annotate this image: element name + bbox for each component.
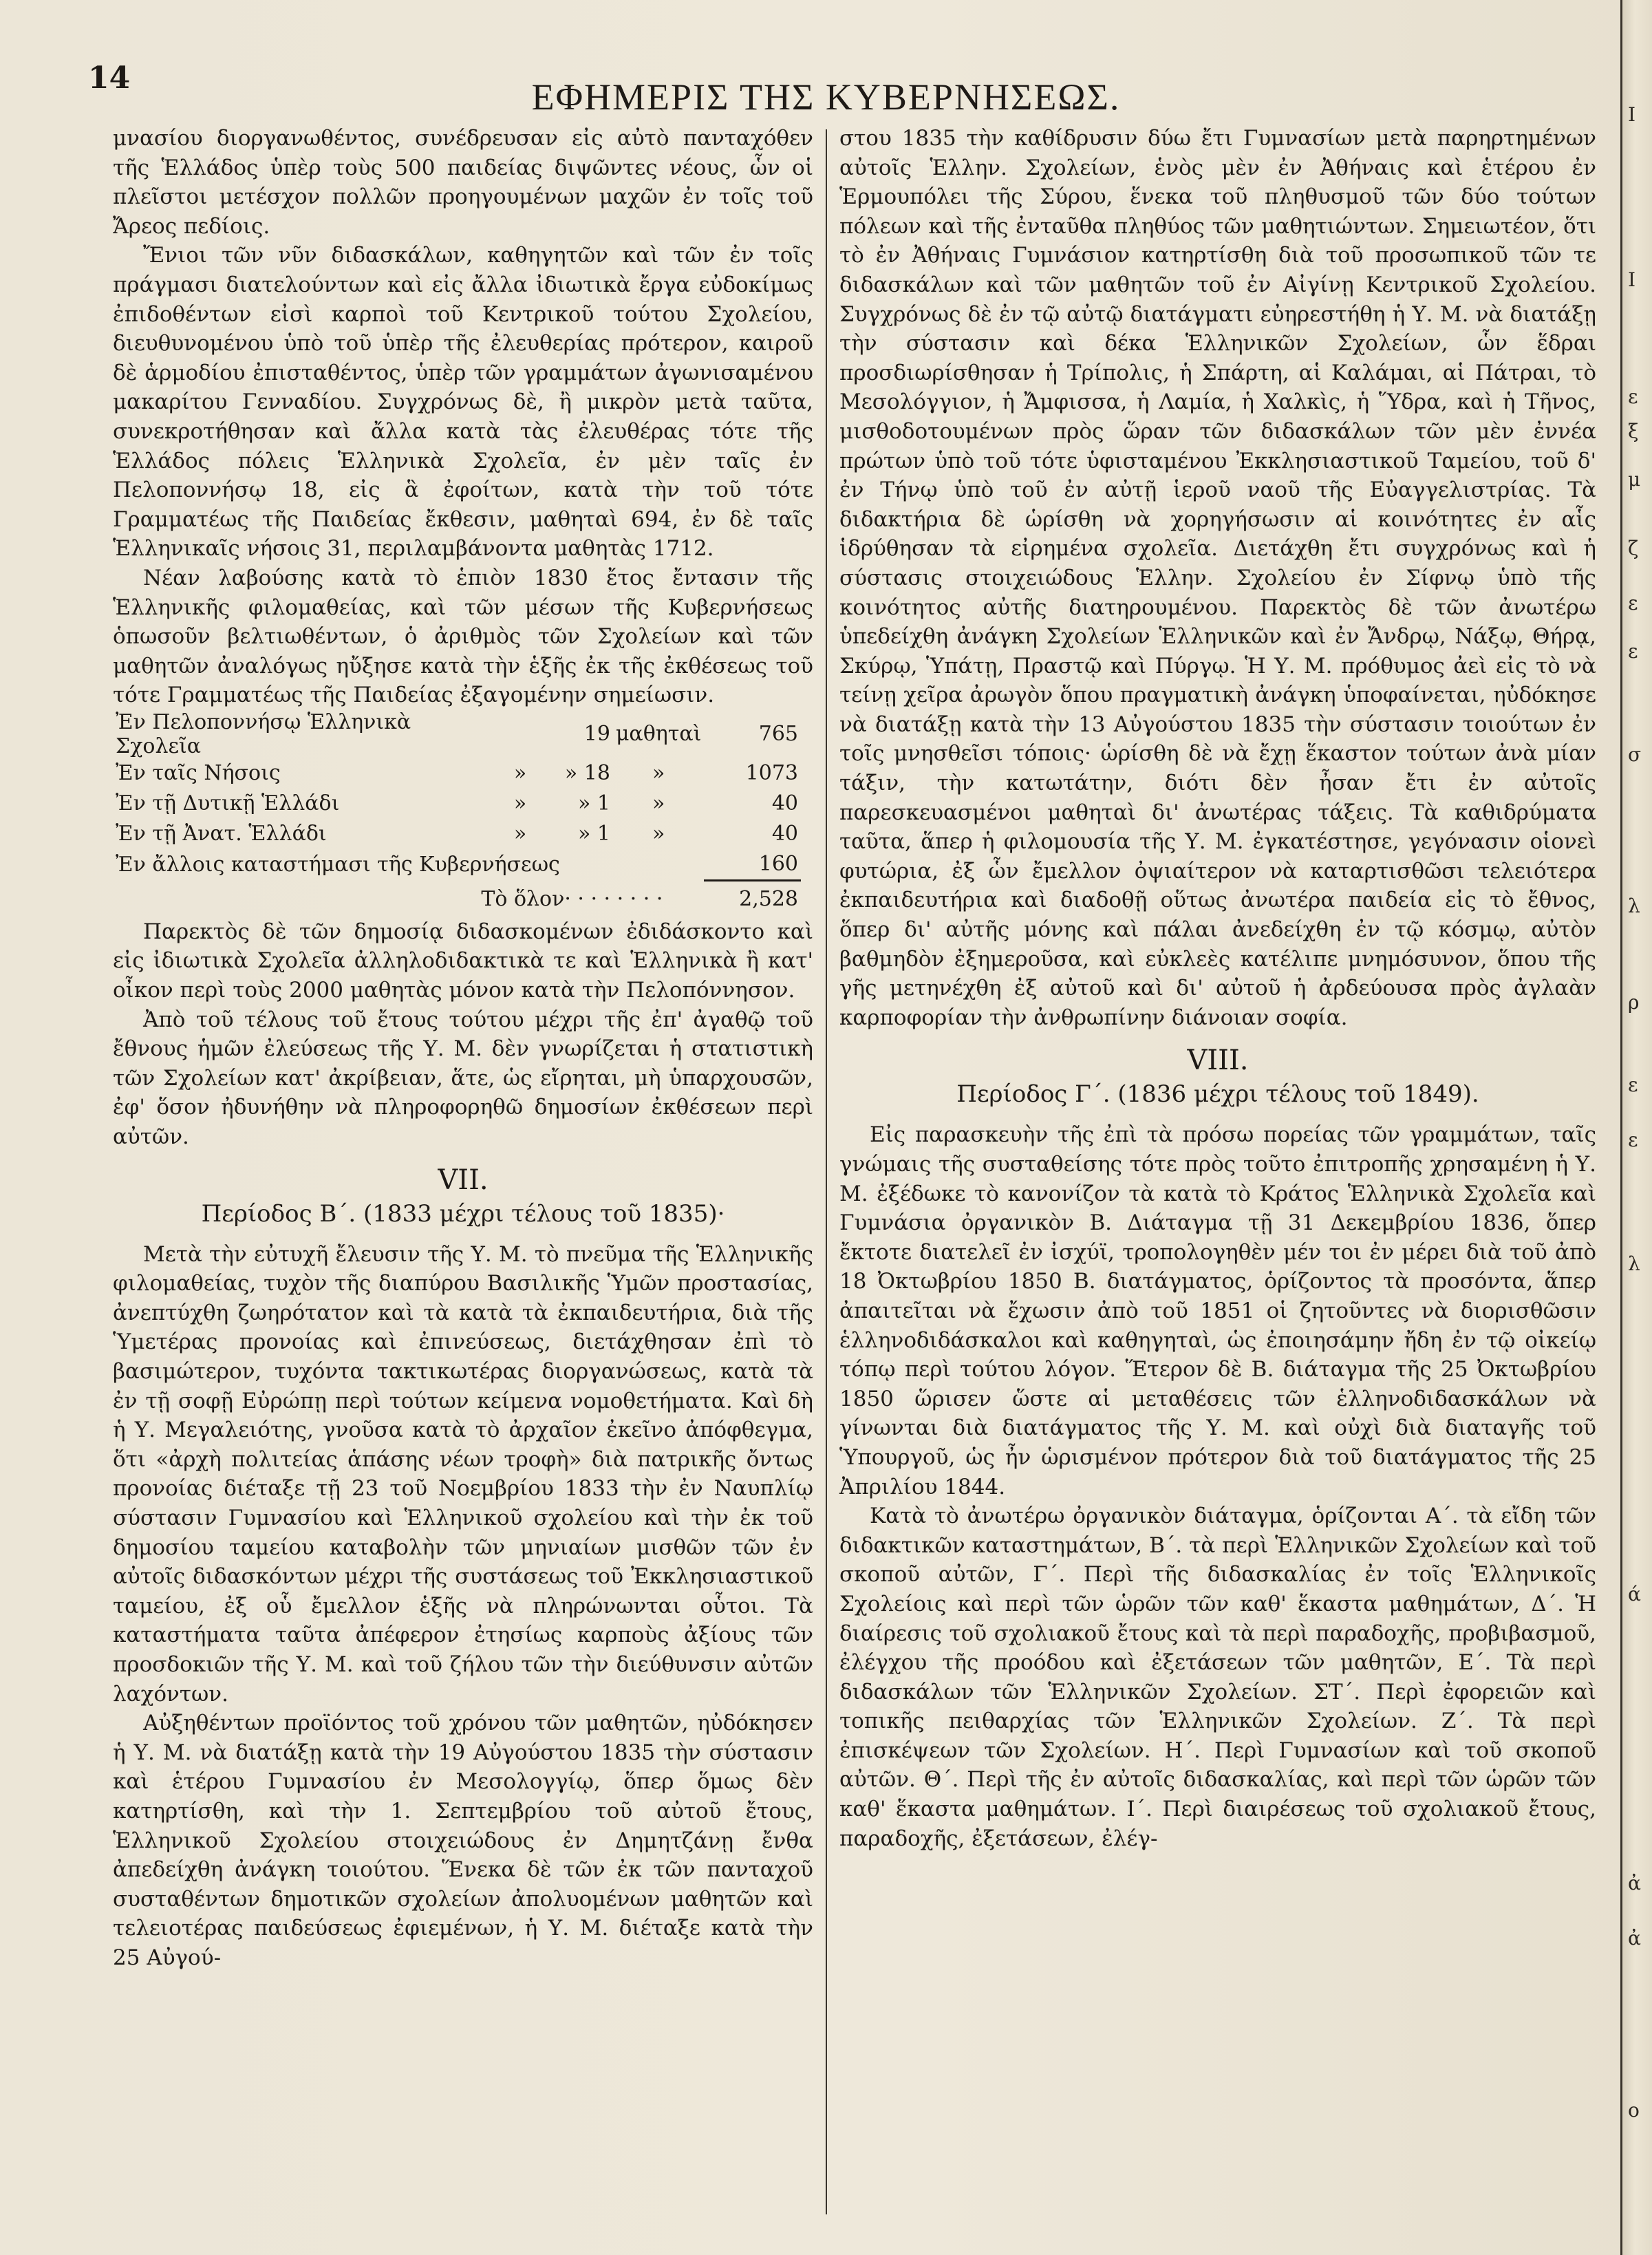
table-row	[113, 789, 801, 819]
table-row	[113, 758, 801, 789]
paragraph: Μετὰ τὴν εὐτυχῆ ἔλευσιν τῆς Υ. Μ. τὸ πνεῦμα τῆς Ἑλληνικῆς φιλομαθείας, τυχὸν τῆς διαπύρου Βασιλικῆς Ὑμῶν προστασίας, ἀνεπτύχθη ζωηρότατον καὶ τὰ κατὰ τὰ ἐκπαιδευτήρια, διὰ τῆς Ὑμετέρας προνοίας καὶ ἐπινεύσεως, διετάχθησαν ἐπὶ τὸ βασιμώτερον, τυχόντα τακτικωτέρας διοργανώσεως, κατὰ τὰ ἐν τῇ σοφῇ Εὐρώπῃ περὶ τούτων κείμενα νομοθετήματα. Καὶ δὴ ἡ Υ. Μεγαλειότης, γνοῦσα κατὰ τὸ ἀρχαῖον ἐκεῖνο ἀπόφθεγμα, ὅτι «ἀρχὴ πολιτείας ἁπάσης νέων τροφὴ» διὰ πατρικῆς ὄντως προνοίας διέταξε τῇ 23 τοῦ Νοεμβρίου 1833 τὴν ἐν Ναυπλίῳ σύστασιν Γυμνασίου καὶ Ἑλληνικοῦ σχολείου καὶ τὴν ἐκ τοῦ δημοσίου ταμείου καταβολὴν τῶν μηνιαίων μισθῶν τῶν ἐν αὐτοῖς διδασκόντων μέχρι τῆς συστάσεως τοῦ Ἐκκλησιαστικοῦ ταμείου, ἐξ οὗ ἔμελλον ἑξῆς νὰ πληρώνωνται οὗτοι. Τὰ καταστήματα ταῦτα ἀπέφερον ἐτησίως καρποὺς ἀξίους τῶν προσδοκιῶν τῆς Υ. Μ. καὶ τοῦ ζήλου τῶν τὴν διεύθυνσιν αὐτῶν λαχόντων.	[113, 1241, 813, 1707]
table-cell: 40	[771, 791, 798, 816]
table-cell: »	[513, 761, 527, 786]
page-title: ΕΦΗΜΕΡΙΣ ΤΗΣ ΚΥΒΕΡΝΗΣΕΩΣ.	[531, 76, 1121, 118]
edge-fragment: σ	[1628, 743, 1642, 766]
table-cell: Ἐν ἄλλοις καταστήμασι τῆς Κυβερνήσεως	[116, 853, 560, 877]
edge-fragment: ε	[1628, 385, 1638, 408]
table-cell: 160	[758, 852, 798, 877]
paragraph: Παρεκτὸς δὲ τῶν δημοσίᾳ διδασκομένων ἐδιδάσκοντο καὶ εἰς ἰδιωτικὰ Σχολεῖα ἀλληλοδιδακτικὰ τε καὶ Ἑλληνικὰ ἢ κατ' οἶκον περὶ τοὺς 2000 μαθητὰς μόνον κατὰ τὴν Πελοπόννησον.	[113, 919, 813, 1003]
table-cell: »	[513, 822, 527, 846]
edge-fragment: ἀ	[1628, 1927, 1641, 1949]
table-cell: »	[652, 822, 665, 846]
section-heading: VIII.	[1187, 1045, 1249, 1077]
page-number: 14	[88, 61, 131, 96]
table-cell: μαθηταὶ	[615, 722, 702, 747]
table-cell: »	[652, 761, 665, 786]
paragraph: Ἔνιοι τῶν νῦν διδασκάλων, καθηγητῶν καὶ τῶν ἐν τοῖς πράγμασι διατελούντων καὶ εἰς ἄλλα ἰδιωτικὰ ἔργα εὐδοκίμως ἐπιδοθέντων εἰσὶ καρποὶ τοῦ Κεντρικοῦ τούτου Σχολείου, διευθυνομένου ὑπὸ τοῦ ὑπὲρ τῆς ἐλευθερίας πρότερον, καιροῦ δὲ ἁρμοδίου ἐπισταθέντος, ὑπὲρ τῶν γραμμάτων ἀγωνισαμένου μακαρίτου Γενναδίου. Συγχρόνως δὲ, ἢ μικρὸν μετὰ ταῦτα, συνεκροτήθησαν καὶ ἄλλα κατὰ τὰς ἐλευθέρας τότε τῆς Ἑλλάδος πόλεις Ἑλληνικὰ Σχολεῖα, ἐν μὲν ταῖς ἐν Πελοποννήσῳ 18, εἰς ἃ ἐφοίτων, κατὰ τὴν τοῦ τότε Γραμματέως τῆς Παιδείας ἔκθεσιν, μαθηταὶ 694, ἐν δὲ ταῖς Ἑλληνικαῖς νήσοις 31, περιλαμβάνοντα μαθητὰς 1712.	[113, 243, 813, 562]
paragraph: Αὐξηθέντων προϊόντος τοῦ χρόνου τῶν μαθητῶν, ηὐδόκησεν ἡ Υ. Μ. νὰ διατάξῃ κατὰ τὴν 19 Αὐγούστου 1835 τὴν σύστασιν καὶ ἑτέρου Γυμνασίου ἐν Μεσολογγίῳ, ὅπερ ὅμως δὲν κατηρτίσθη, καὶ τὴν 1. Σεπτεμβρίου τοῦ αὐτοῦ ἔτους, Ἑλληνικοῦ Σχολείου στοιχειώδους ἐν Δημητζάνῃ ἔνθα ἀπεδείχθη ἀνάγκη τοιούτου. Ἕνεκα δὲ τῶν ἐκ τῶν πανταχοῦ συσταθέντων δημοτικῶν σχολείων ἀπολυομένων μαθητῶν καὶ τελειοτέρας παιδεύσεως ἐφιεμένων, ἡ Υ. Μ. διέταξε κατὰ τὴν 25 Αὐγού-	[113, 1711, 813, 1970]
paragraph: στου 1835 τὴν καθίδρυσιν δύω ἔτι Γυμνασίων μετὰ παρηρτημένων αὐτοῖς Ἑλλην. Σχολείων, ἑνὸς μὲν ἐν Ἀθήναις καὶ ἑτέρου ἐν Ἑρμουπόλει τῆς Σύρου, ἕνεκα τοῦ πληθυσμοῦ τῶν δύο τούτων πόλεων καὶ τῆς ἐνταῦθα πληθύος τῶν μαθητιώντων. Σημειωτέον, ὅτι τὸ ἐν Ἀθήναις Γυμνάσιον κατηρτίσθη διὰ τοῦ προσωπικοῦ τῶν τε διδασκάλων καὶ τῶν μαθητῶν τοῦ ἐν Αἰγίνῃ Κεντρικοῦ Σχολείου. Συγχρόνως δὲ ἐν τῷ αὐτῷ διατάγματι εὐηρεστήθη ἡ Υ. Μ. νὰ διατάξῃ τὴν σύστασιν καὶ δέκα Ἑλληνικῶν Σχολείων, ὧν ἕδραι προσδιωρίσθησαν ἡ Τρίπολις, ἡ Σπάρτη, αἱ Καλάμαι, αἱ Πάτραι, τὸ Μεσολόγγιον, ἡ Ἄμφισσα, ἡ Λαμία, ἡ Χαλκὶς, ἡ Ὕδρα, καὶ ἡ Τῆνος, μισθοδοτουμένων πρὸς ὥραν τῶν διδασκάλων τῶν μὲν ἐννέα πρώτων ὑπὸ τοῦ τότε ὑφισταμένου Ἐκκλησιαστικοῦ Ταμείου, τοῦ δ' ἐν Τήνῳ ὑπὸ τοῦ ἐν αὐτῇ ἱεροῦ ναοῦ τῆς Εὐαγγελιστρίας. Τὰ διδακτήρια δὲ ὡρίσθη νὰ χορηγήσωσιν αἱ κοινότητες ἐν αἷς ἱδρύθησαν τὰ εἰρημένα σχολεῖα. Διετάχθη ἔτι συγχρόνως καὶ ἡ σύστασις στοιχειώδους Ἑλλην. Σχολείου ἐν Σίφνῳ ὑπὸ τῆς κοινότητος αὐτῆς διατηρουμένου. Παρεκτὸς δὲ τῶν ἀνωτέρω ὑπεδείχθη ἀνάγκη Σχολείων Ἑλληνικῶν καὶ ἐν Ἄνδρῳ, Νάξῳ, Θήρᾳ, Σκύρῳ, Ὑπάτῃ, Πραστῷ καὶ Πύργῳ. Ἡ Υ. Μ. πρόθυμος ἀεὶ εἰς τὸ νὰ τείνῃ χεῖρα ἀρωγὸν ὅπου πραγματικὴ ἀνάγκη ὑποφαίνεται, ηὐδόκησε νὰ διατάξῃ κατὰ τὴν 13 Αὐγούστου 1835 τὴν σύστασιν τοιούτων ἐν τοῖς μνησθεῖσι τόποις· ὡρίσθη δὲ νὰ ἔχῃ ἕκαστον τούτων ἀνὰ μίαν τάξιν, τὴν κατωτάτην, διότι δὲν ἦσαν ἔτι ἐν αὐτοῖς παρεσκευασμένοι μαθηταὶ δι' ἀνωτέρας τάξεις. Τὰ καθιδρύματα ταῦτα, ἅπερ ἡ φιλομουσία τῆς Υ. Μ. ἐγκατέστησε, γεγόνασιν οἱονεὶ φυτώρια, ἐξ ὧν ἔμελλον ὀψιαίτερον νὰ καταρτισθῶσι τελειότερα ἐκπαιδευτήρια καὶ διαδοθῇ οὕτως ἀνωτέρα παιδεία εἰς τὸ ἔθνος, ὅπερ δι' αὐτῆς μόνης καὶ πάλαι ἀνεδείχθη ἐν τῷ κόσμῳ, αὐτὸν βαθμηδὸν ἐξημεροῦσα, καὶ εὐκλεὲς κατέλιπε μνημόσυνον, ὅπου τῆς γῆς μετηνέχθη ἐξ αὐτοῦ καὶ δι' αὐτοῦ ἡ ἀρδεύουσα πρὸς ἀγλαὰν καρποφορίαν τὴν ἀνθρωπίνην διάνοιαν σοφία.	[839, 126, 1596, 1030]
paragraph: Κατὰ τὸ ἀνωτέρω ὀργανικὸν διάταγμα, ὁρίζονται Α΄. τὰ εἴδη τῶν διδακτικῶν καταστημάτων, Β΄. τὰ περὶ Ἑλληνικῶν Σχολείων καὶ τοῦ σκοποῦ αὐτῶν, Γ΄. Περὶ τῆς διδασκαλίας ἐν τοῖς Ἑλληνικοῖς Σχολείοις καὶ περὶ τῶν ὡρῶν τῶν καθ' ἕκαστα μαθημάτων, Δ΄. Ἡ διαίρεσις τοῦ σχολιακοῦ ἔτους καὶ τὰ περὶ παραδοχῆς, προβιβασμοῦ, ἐλέγχου τῆς προόδου καὶ ἐξετάσεων τῶν μαθητῶν, Ε΄. Τὰ περὶ διδασκάλων τῶν Ἑλληνικῶν Σχολείων. ΣΤ΄. Περὶ ἐφορειῶν καὶ τοπικῆς πειθαρχίας τῶν Ἑλληνικῶν Σχολείων. Ζ΄. Τὰ περὶ ἐπισκέψεων τῶν Σχολείων. Η΄. Περὶ Γυμνασίων καὶ τοῦ σκοποῦ αὐτῶν. Θ΄. Περὶ τῆς ἐν αὐτοῖς διδασκαλίας, καὶ περὶ τῶν ὡρῶν τῶν καθ' ἕκαστα μαθημάτων. Ι΄. Περὶ διαιρέσεως τοῦ σχολιακοῦ ἔτους, παραδοχῆς, ἐξετάσεων, ἐλέγ-	[839, 1504, 1596, 1851]
edge-fragment: ε	[1628, 640, 1638, 663]
table-row	[113, 819, 801, 849]
edge-fragment: Ι	[1628, 268, 1636, 291]
total-value: 2,528	[704, 880, 801, 917]
edge-fragment: ἀ	[1628, 1872, 1641, 1894]
period-heading: Περίοδος Γ΄. (1836 μέχρι τέλους τοῦ 1849).	[956, 1080, 1479, 1109]
table-cell: Ἐν τῇ Δυτικῇ Ἑλλάδι	[116, 791, 340, 816]
table-cell: Ἐν τῇ Ἀνατ. Ἑλλάδι	[116, 822, 327, 846]
edge-fragment: ε	[1628, 1073, 1638, 1096]
school-statistics-table	[113, 710, 801, 917]
table-cell: 1073	[745, 761, 798, 786]
edge-fragment: ρ	[1628, 991, 1640, 1014]
period-heading: Περίοδος Β΄. (1833 μέχρι τέλους τοῦ 1835)·	[201, 1199, 725, 1228]
table-cell: » 1	[577, 822, 610, 846]
paragraph: Νέαν λαβούσης κατὰ τὸ ἑπιὸν 1830 ἔτος ἔντασιν τῆς Ἑλληνικῆς φιλομαθείας, καὶ τῶν μέσων τῆς Κυβερνήσεως ὁπωσοῦν βελτιωθέντων, ὁ ἀριθμὸς τῶν Σχολείων καὶ τῶν μαθητῶν ἀναλόγως ηὔξησε κατὰ τὴν ἑξῆς ἐκ τῆς ἐκθέσεως τοῦ τότε Γραμματέως τῆς Παιδείας ἐξαγομένην σημείωσιν.	[113, 565, 813, 708]
edge-fragment: Ι	[1628, 103, 1636, 126]
table-cell: »	[652, 791, 665, 816]
paragraph: μνασίου διοργανωθέντος, συνέδρευσαν εἰς αὐτὸ πανταχόθεν τῆς Ἑλλάδος ὑπὲρ τοὺς 500 παιδείας διψῶντες νέους, ὧν οἱ πλεῖστοι μετέσχον πολλῶν προηγουμένων μαχῶν ἐν τοῖς τοῦ Ἄρεος πεδίοις.	[113, 126, 813, 239]
facing-page-edge	[1620, 0, 1652, 2255]
edge-fragment: ε	[1628, 1129, 1638, 1151]
total-label: Τὸ ὅλον· · · · · · · ·	[481, 886, 663, 911]
section-heading: VII.	[438, 1164, 489, 1196]
edge-fragment: ζ	[1628, 537, 1639, 559]
table-cell	[504, 710, 537, 758]
table-cell: Ἐν Πελοποννήσῳ Ἑλληνικὰ Σχολεῖα	[116, 709, 411, 758]
table-cell: 40	[771, 822, 798, 846]
edge-fragment: ά	[1628, 1583, 1641, 1605]
table-row	[113, 710, 801, 758]
column-divider	[826, 129, 827, 2214]
edge-fragment: λ	[1628, 895, 1640, 917]
paragraph: Εἰς παρασκευὴν τῆς ἐπὶ τὰ πρόσω πορείας τῶν γραμμάτων, ταῖς γνώμαις τῆς συσταθείσης τότε πρὸς τοῦτο ἐπιτροπῆς χρησαμένη ἡ Υ. Μ. ἐξέδωκε τὸ κανονίζον τὰ κατὰ τὸ Κράτος Ἑλληνικὰ Σχολεῖα καὶ Γυμνάσια ὀργανικὸν Β. Διάταγμα τῇ 31 Δεκεμβρίου 1836, ὅπερ ἔκτοτε διατελεῖ ἐν ἰσχύϊ, τροπολογηθὲν μέν τοι ἐν μέρει διὰ τοῦ ἀπὸ 18 Ὀκτωβρίου 1850 Β. διατάγματος, ὁρίζοντος τὰ προσόντα, ἅπερ ἀπαιτεῖται νὰ ἔχωσιν ἀπὸ τοῦ 1851 οἱ ζητοῦντες νὰ διορισθῶσιν ἑλληνοδιδάσκαλοι καὶ καθηγηταὶ, ὡς ἐποιησάμην ἤδη ἐν τῷ οἰκείῳ τόπῳ περὶ τούτου λόγον. Ἕτερον δὲ Β. διάταγμα τῆς 25 Ὀκτωβρίου 1850 ὥρισεν ὥστε αἱ μεταθέσεις τῶν ἑλληνοδιδασκάλων νὰ γίνωνται διὰ διατάγματος τῆς Υ. Μ. καὶ οὐχὶ διὰ διαταγῆς τοῦ Ὑπουργοῦ, ὡς ἦν ὡρισμένον πρότερον διὰ τοῦ διατάγματος τῆς 25 Ἀπριλίου 1844.	[839, 1122, 1596, 1499]
left-column	[113, 124, 813, 1972]
edge-fragment: ξ	[1628, 420, 1639, 442]
edge-fragment: ο	[1628, 2099, 1640, 2122]
right-column	[839, 124, 1596, 1853]
edge-fragment: μ	[1628, 468, 1641, 491]
table-cell: »	[513, 791, 527, 816]
table-cell: 765	[758, 722, 798, 747]
table-cell: » 1	[577, 791, 610, 816]
paragraph: Ἀπὸ τοῦ τέλους τοῦ ἔτους τούτου μέχρι τῆς ἐπ' ἀγαθῷ τοῦ ἔθνους ἡμῶν ἐλεύσεως τῆς Υ. Μ. δὲν γνωρίζεται ἡ στατιστικὴ τῶν Σχολείων κατ' ἀκρίβειαν, ἅτε, ὡς εἴρηται, μὴ ὑπαρχουσῶν, ἐφ' ὅσον ἠδυνήθην νὰ πληροφορηθῶ δημοσίων ἐκθέσεων περὶ αὐτῶν.	[113, 1007, 813, 1150]
edge-fragment: ε	[1628, 592, 1638, 614]
table-cell: Ἐν ταῖς Νήσοις	[116, 761, 281, 786]
table-total-row	[113, 880, 801, 917]
edge-fragment: λ	[1628, 1252, 1640, 1275]
table-row	[113, 849, 801, 881]
table-cell: 19	[583, 722, 610, 747]
table-cell: » 18	[564, 761, 610, 786]
